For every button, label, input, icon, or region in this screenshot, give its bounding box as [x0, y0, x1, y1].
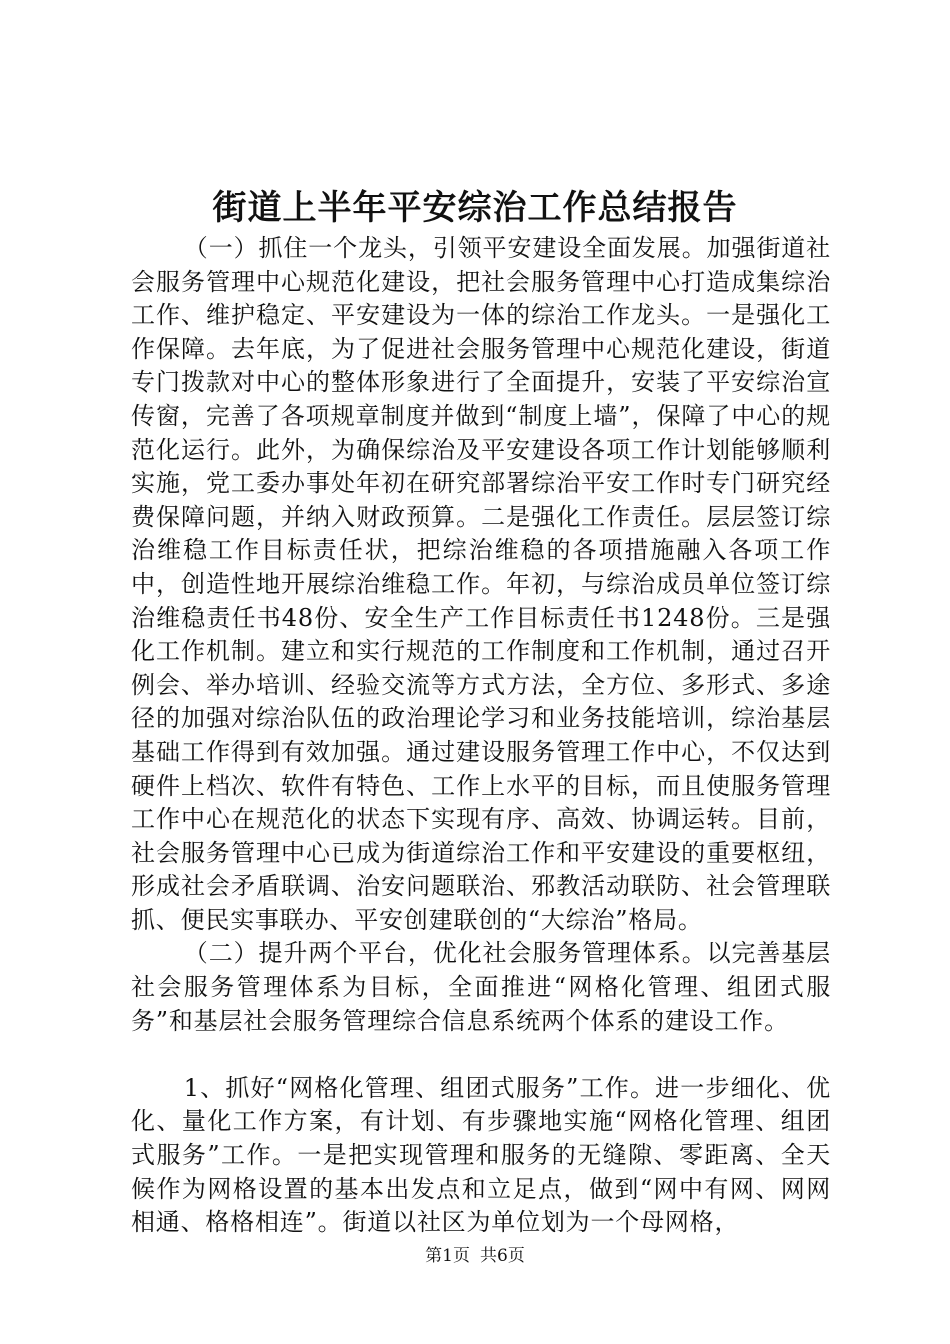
paragraph-3: 1、抓好“网格化管理、组团式服务”工作。进一步细化、优化、量化工作方案，有计划、有步骤地实施“网格化管理、组团式服务”工作。一是把实现管理和服务的无缝隙、零距离、全天候作为网格设置的基本出发点和立足点，做到“网中有网、网网相通、格格相连”。街道以社区为单位划为一个母网格，	[131, 1073, 831, 1237]
paragraph-2: （二）提升两个平台，优化社会服务管理体系。以完善基层社会服务管理体系为目标，全面推进“网格化管理、组团式服务”和基层社会服务管理综合信息系统两个体系的建设工作。	[131, 939, 831, 1035]
page-number-current: 第1页	[425, 1246, 470, 1266]
page-footer	[0, 1245, 950, 1267]
document-title: 街道上半年平安综治工作总结报告	[212, 188, 738, 228]
paragraph-1: （一）抓住一个龙头，引领平安建设全面发展。加强街道社会服务管理中心规范化建设，把社会服务管理中心打造成集综治工作、维护稳定、平安建设为一体的综治工作龙头。一是强化工作保障。去年底，为了促进社会服务管理中心规范化建设，街道专门拨款对中心的整体形象进行了全面提升，安装了平安综治宣传窗，完善了各项规章制度并做到“制度上墙”，保障了中心的规范化运行。此外，为确保综治及平安建设各项工作计划能够顺利实施，党工委办事处年初在研究部署综治平安工作时专门研究经费保障问题，并纳入财政预算。二是强化工作责任。层层签订综治维稳工作目标责任状，把综治维稳的各项措施融入各项工作中，创造性地开展综治维稳工作。年初，与综治成员单位签订综治维稳责任书48份、安全生产工作目标责任书1248份。三是强化工作机制。建立和实行规范的工作制度和工作机制，通过召开例会、举办培训、经验交流等方式方法，全方位、多形式、多途径的加强对综治队伍的政治理论学习和业务技能培训，综治基层基础工作得到有效加强。通过建设服务管理工作中心，不仅达到硬件上档次、软件有特色、工作上水平的目标，而且使服务管理工作中心在规范化的状态下实现有序、高效、协调运转。目前，社会服务管理中心已成为街道综治工作和平安建设的重要枢纽，形成社会矛盾联调、治安问题联治、邪教活动联防、社会管理联抓、便民实事联办、平安创建联创的“大综治”格局。	[131, 234, 831, 934]
document-body	[131, 232, 831, 1240]
page-number-total: 共6页	[480, 1246, 525, 1266]
